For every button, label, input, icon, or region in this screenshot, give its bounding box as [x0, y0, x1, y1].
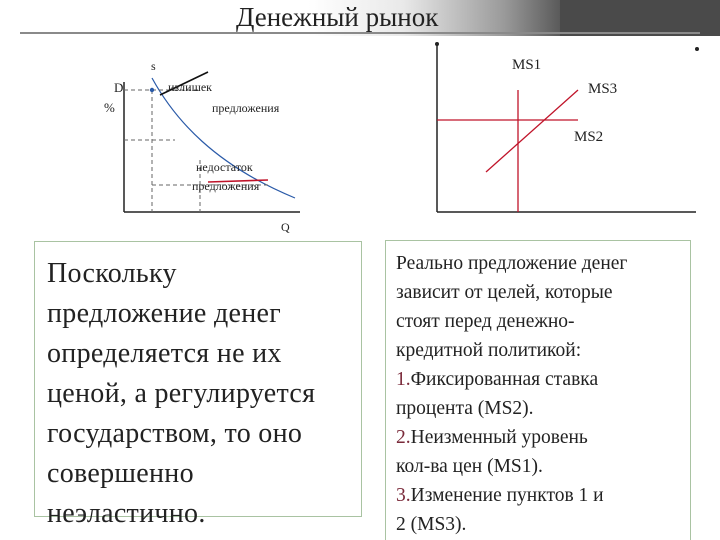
- percent-label: %: [104, 100, 115, 115]
- left-text-line: предложение денег: [47, 298, 282, 329]
- list-number: 3.: [396, 485, 411, 506]
- right-axis-dot-right: [695, 47, 699, 51]
- left-text-line: совершенно: [47, 458, 194, 489]
- surplus-label-line2: предложения: [212, 101, 280, 115]
- left-text-line: неэластично.: [47, 498, 206, 529]
- left-text-line: определяется не их: [47, 338, 282, 369]
- right-text-line: зависит от целей, которые: [396, 282, 613, 303]
- equilibrium-point: [150, 88, 154, 92]
- list-item-text: Фиксированная ставка: [410, 369, 599, 390]
- list-item-3: [396, 481, 684, 510]
- right-axis-dot-top: [435, 42, 439, 46]
- list-item-text: Неизменный уровень: [410, 427, 588, 448]
- q-label: Q: [281, 220, 290, 234]
- shortage-label-line2: предложения: [192, 179, 260, 193]
- list-item-text: Изменение пунктов 1 и: [410, 485, 604, 506]
- right-text-line: кол-ва цен (MS1).: [396, 456, 543, 477]
- left-text-line: ценой, а регулируется: [47, 378, 316, 409]
- list-item-1: [396, 365, 684, 394]
- ms3-label: MS3: [588, 81, 618, 97]
- shortage-label-line1: недостаток: [196, 160, 253, 174]
- ms1-label: MS1: [512, 57, 542, 73]
- ms3-line: [486, 90, 578, 172]
- right-text-box: [385, 240, 691, 540]
- list-number: 2.: [396, 427, 411, 448]
- list-number: 1.: [396, 369, 411, 390]
- list-item-2: [396, 423, 684, 452]
- ms2-label: MS2: [574, 129, 604, 145]
- surplus-label-line1: излишек: [168, 80, 212, 94]
- left-text-box: [34, 241, 362, 529]
- left-text-line: Поскольку: [47, 258, 177, 289]
- right-text-line: процента (MS2).: [396, 398, 534, 419]
- right-text-line: Реально предложение денег: [396, 253, 628, 274]
- right-text-line: кредитной политикой:: [396, 340, 582, 361]
- left-text-line: государством, то оно: [47, 418, 303, 449]
- s-label: s: [151, 59, 156, 73]
- right-text-line: стоят перед денежно-: [396, 311, 575, 332]
- d-label: D: [114, 80, 124, 95]
- right-text-line: 2 (MS3).: [396, 514, 467, 535]
- page-title: Денежный рынок: [236, 2, 439, 32]
